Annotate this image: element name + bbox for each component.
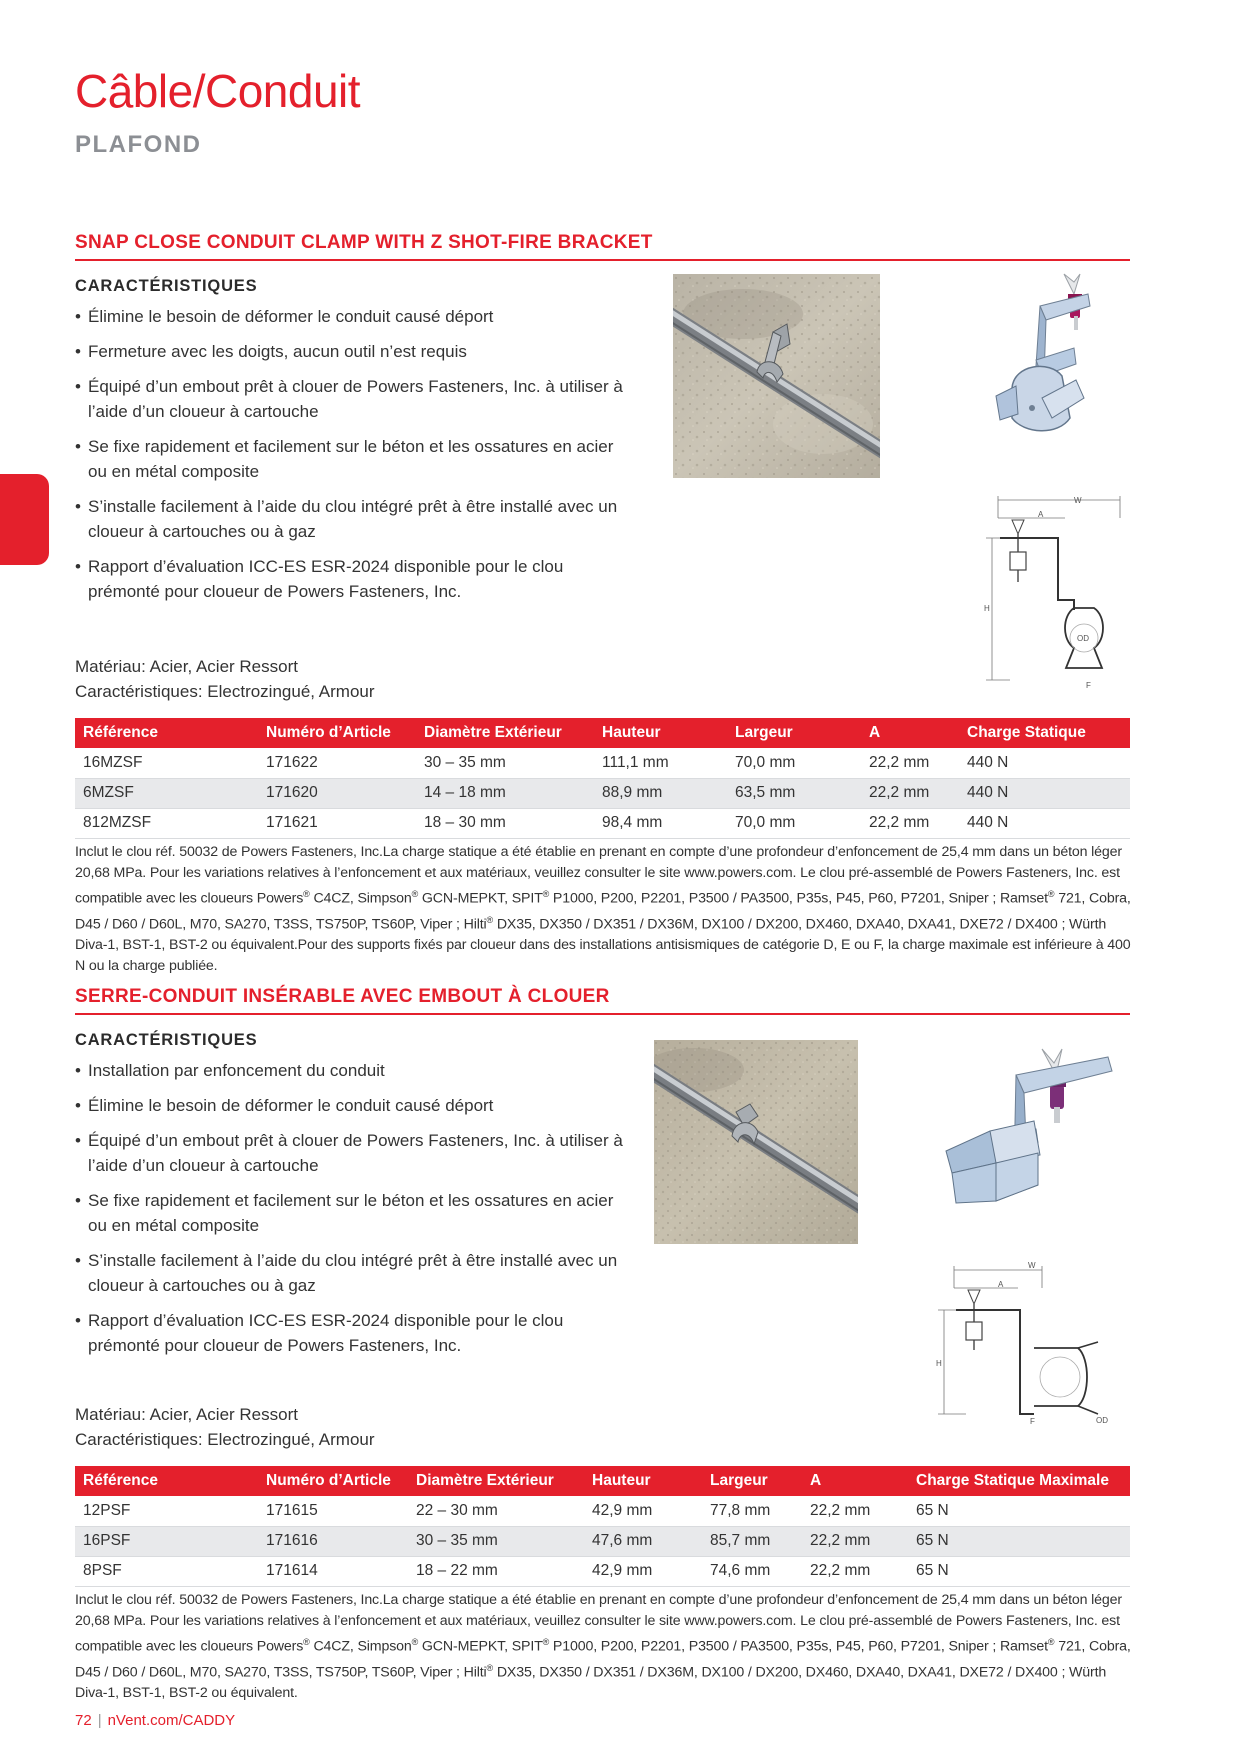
table-cell: 18 – 30 mm <box>416 808 594 838</box>
feature-item: • S’installe facilement à l’aide du clou intégré prêt à être installé avec un cloueur à cartouches ou à gaz <box>75 494 635 544</box>
table-cell: 65 N <box>908 1496 1130 1526</box>
table-cell: 22,2 mm <box>802 1556 908 1586</box>
table-cell: 171616 <box>258 1526 408 1556</box>
table-cell: 88,9 mm <box>594 778 727 808</box>
column-header: Référence <box>75 1466 258 1496</box>
finish-text: Caractéristiques: Electrozingué, Armour <box>75 1430 375 1449</box>
column-header: A <box>802 1466 908 1496</box>
feature-item: • Élimine le besoin de déformer le conduit causé déport <box>75 304 635 329</box>
column-header: Diamètre Extérieur <box>416 718 594 748</box>
table-cell: 98,4 mm <box>594 808 727 838</box>
footer-separator: | <box>97 1712 102 1729</box>
table-cell: 16PSF <box>75 1526 258 1556</box>
material-text: Matériau: Acier, Acier Ressort <box>75 1405 298 1424</box>
features-title: CARACTÉRISTIQUES <box>75 277 258 295</box>
feature-item: • Installation par enfoncement du conduit <box>75 1058 635 1083</box>
side-tab-marker <box>0 474 49 565</box>
materials-block <box>75 1402 375 1452</box>
dimension-f-label: F <box>1086 681 1091 690</box>
table-cell: 18 – 22 mm <box>408 1556 584 1586</box>
table-cell: 22,2 mm <box>861 778 959 808</box>
column-header: Numéro d’Article <box>258 718 416 748</box>
features-list <box>75 1058 635 1358</box>
table-cell: 111,1 mm <box>594 748 727 778</box>
finish-text: Caractéristiques: Electrozingué, Armour <box>75 682 375 701</box>
materials-block <box>75 654 375 704</box>
table-cell: 70,0 mm <box>727 748 861 778</box>
table-cell: 47,6 mm <box>584 1526 702 1556</box>
table-cell: 812MZSF <box>75 808 258 838</box>
column-header: Hauteur <box>584 1466 702 1496</box>
table-cell: 22,2 mm <box>861 808 959 838</box>
table-cell: 16MZSF <box>75 748 258 778</box>
table-row <box>75 748 1130 778</box>
table-row <box>75 1526 1130 1556</box>
feature-item: • Rapport d’évaluation ICC-ES ESR-2024 disponible pour le clou prémonté pour cloueur de Powers Fasteners, Inc. <box>75 1308 635 1358</box>
installation-photo <box>673 274 880 478</box>
column-header: Référence <box>75 718 258 748</box>
section-title: SNAP CLOSE CONDUIT CLAMP WITH Z SHOT-FIRE BRACKET <box>75 232 1130 261</box>
table-cell: 42,9 mm <box>584 1556 702 1586</box>
column-header: Largeur <box>702 1466 802 1496</box>
column-header: Charge Statique Maximale <box>908 1466 1130 1496</box>
table-cell: 30 – 35 mm <box>416 748 594 778</box>
table-cell: 22,2 mm <box>861 748 959 778</box>
table-cell: 77,8 mm <box>702 1496 802 1526</box>
table-cell: 440 N <box>959 808 1130 838</box>
column-header: Hauteur <box>594 718 727 748</box>
table-cell: 30 – 35 mm <box>408 1526 584 1556</box>
column-header: Diamètre Extérieur <box>408 1466 584 1496</box>
page-title: Câble/Conduit <box>75 65 361 117</box>
feature-item: • Se fixe rapidement et facilement sur le béton et les ossatures en acier ou en métal composite <box>75 434 635 484</box>
column-header: Charge Statique <box>959 718 1130 748</box>
column-header: Numéro d’Article <box>258 1466 408 1496</box>
feature-item: • Se fixe rapidement et facilement sur le béton et les ossatures en acier ou en métal composite <box>75 1188 635 1238</box>
table-cell: 171621 <box>258 808 416 838</box>
table-cell: 8PSF <box>75 1556 258 1586</box>
dimension-f-label: F <box>1030 1417 1035 1426</box>
feature-item: • Fermeture avec les doigts, aucun outil n’est requis <box>75 339 635 364</box>
dimension-diagram <box>970 490 1130 690</box>
table-row <box>75 808 1130 838</box>
table-cell: 74,6 mm <box>702 1556 802 1586</box>
section-title: SERRE-CONDUIT INSÉRABLE AVEC EMBOUT À CLOUER <box>75 986 1130 1015</box>
dimension-a-label: A <box>1038 510 1044 519</box>
table-cell: 6MZSF <box>75 778 258 808</box>
table-header-row <box>75 1466 1130 1496</box>
table-cell: 171615 <box>258 1496 408 1526</box>
feature-item: • Équipé d’un embout prêt à clouer de Powers Fasteners, Inc. à utiliser à l’aide d’un cloueur à cartouche <box>75 1128 635 1178</box>
product-image <box>982 268 1100 458</box>
feature-item: • Rapport d’évaluation ICC-ES ESR-2024 disponible pour le clou prémonté pour cloueur de Powers Fasteners, Inc. <box>75 554 635 604</box>
column-header: A <box>861 718 959 748</box>
table-cell: 171622 <box>258 748 416 778</box>
material-text: Matériau: Acier, Acier Ressort <box>75 657 298 676</box>
installation-photo <box>654 1040 858 1244</box>
table-cell: 42,9 mm <box>584 1496 702 1526</box>
footnote-2: Inclut le clou réf. 50032 de Powers Fasteners, Inc.La charge statique a été établie en prenant en compte d’une profondeur d’enfoncement de 25,4 mm dans un béton léger 20,68 MPa. Pour les variations relatives à l’enfoncement et aux matériaux, veuillez consulter le site www.powers.com. Le clou pré-assemblé de Powers Fasteners, Inc. est compatible avec les cloueurs Powers® C4CZ, Simpson® GCN-MEPKT, SPIT® P1000, P200, P2201, P3500 / PA3500, P35s, P45, P60, P7201, Sniper ; Ramset® 721, Cobra, D45 / D60 / D60L, M70, SA270, T3SS, TS750P, TS60P, Viper ; Hilti® DX35, DX350 / DX351 / DX36M, DX100 / DX200, DX460, DXA40, DXA41, DXE72 / DX400 ; Würth Diva-1, BST-1, BST-2 ou équivalent. <box>75 1592 1131 1702</box>
footer-site-link[interactable]: nVent.com/CADDY <box>107 1712 236 1729</box>
dimension-diagram <box>932 1258 1132 1438</box>
page-subtitle: PLAFOND <box>75 131 202 158</box>
table-header-row <box>75 718 1130 748</box>
table-cell: 171620 <box>258 778 416 808</box>
feature-item: • Élimine le besoin de déformer le conduit causé déport <box>75 1093 635 1118</box>
dimension-w-label: W <box>1028 1261 1036 1270</box>
features-list <box>75 304 635 604</box>
table-cell: 440 N <box>959 778 1130 808</box>
table-cell: 63,5 mm <box>727 778 861 808</box>
table-cell: 171614 <box>258 1556 408 1586</box>
page-number: 72 <box>75 1712 92 1729</box>
table-cell: 22,2 mm <box>802 1526 908 1556</box>
spec-table-1 <box>75 718 1130 839</box>
spec-table-2 <box>75 1466 1130 1587</box>
dimension-h-label: H <box>984 604 990 613</box>
table-cell: 70,0 mm <box>727 808 861 838</box>
table-cell: 14 – 18 mm <box>416 778 594 808</box>
table-row <box>75 778 1130 808</box>
table-row <box>75 1556 1130 1586</box>
table-cell: 65 N <box>908 1526 1130 1556</box>
dimension-h-label: H <box>936 1359 942 1368</box>
dimension-a-label: A <box>998 1280 1004 1289</box>
table-cell: 65 N <box>908 1556 1130 1586</box>
footnote-1: Inclut le clou réf. 50032 de Powers Fasteners, Inc.La charge statique a été établie en prenant en compte d’une profondeur d’enfoncement de 25,4 mm dans un béton léger 20,68 MPa. Pour les variations relatives à l’enfoncement et aux matériaux, veuillez consulter le site www.powers.com. Le clou pré-assemblé de Powers Fasteners, Inc. est compatible avec les cloueurs Powers® C4CZ, Simpson® GCN-MEPKT, SPIT® P1000, P200, P2201, P3500 / PA3500, P35s, P45, P60, P7201, Sniper ; Ramset® 721, Cobra, D45 / D60 / D60L, M70, SA270, T3SS, TS750P, TS60P, Viper ; Hilti® DX35, DX350 / DX351 / DX36M, DX100 / DX200, DX460, DXA40, DXA41, DXE72 / DX400 ; Würth Diva-1, BST-1, BST-2 ou équivalent.Pour des supports fixés par cloueur dans des installations antisismiques de catégorie D, E ou F, la charge maximale est inférieure à 400 N ou la charge publiée. <box>75 844 1131 975</box>
dimension-od-label: OD <box>1096 1416 1108 1425</box>
table-cell: 12PSF <box>75 1496 258 1526</box>
table-row <box>75 1496 1130 1526</box>
product-image <box>930 1035 1120 1235</box>
dimension-od-label: OD <box>1077 634 1089 643</box>
table-cell: 22,2 mm <box>802 1496 908 1526</box>
feature-item: • Équipé d’un embout prêt à clouer de Powers Fasteners, Inc. à utiliser à l’aide d’un cloueur à cartouche <box>75 374 635 424</box>
dimension-w-label: W <box>1074 496 1082 505</box>
table-cell: 22 – 30 mm <box>408 1496 584 1526</box>
feature-item: • S’installe facilement à l’aide du clou intégré prêt à être installé avec un cloueur à cartouches ou à gaz <box>75 1248 635 1298</box>
column-header: Largeur <box>727 718 861 748</box>
table-cell: 440 N <box>959 748 1130 778</box>
page-footer <box>75 1712 235 1729</box>
features-title: CARACTÉRISTIQUES <box>75 1031 258 1049</box>
table-cell: 85,7 mm <box>702 1526 802 1556</box>
